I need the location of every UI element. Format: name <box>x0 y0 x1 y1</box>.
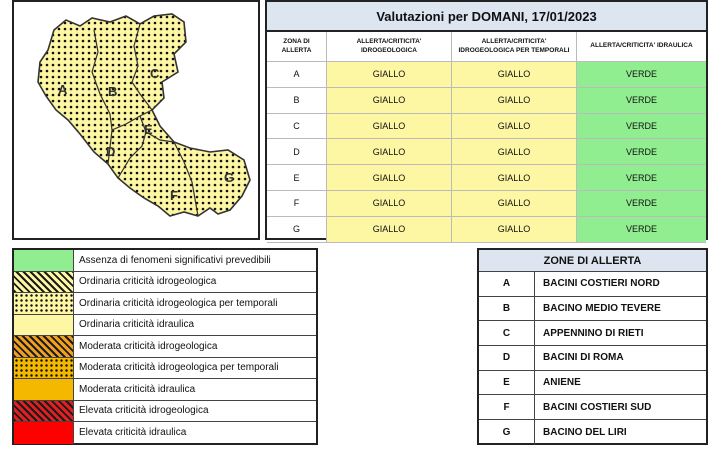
valutazioni-title: Valutazioni per DOMANI, 17/01/2023 <box>267 2 706 32</box>
table-row <box>479 346 706 371</box>
legend-item <box>14 422 316 444</box>
valutazioni-table <box>265 0 708 240</box>
legend-item <box>14 358 316 380</box>
table-row <box>479 272 706 297</box>
legend-swatch-yellow-hatch <box>14 272 74 293</box>
cell-idrogeologica: GIALLO <box>327 191 452 217</box>
table-row <box>479 420 706 445</box>
legend-item <box>14 315 316 337</box>
cell-idraulica: VERDE <box>577 62 706 88</box>
map-label-g: G <box>224 170 235 185</box>
legend-swatch-orange-hatch <box>14 336 74 357</box>
cell-temporali: GIALLO <box>452 139 577 165</box>
cell-temporali: GIALLO <box>452 114 577 140</box>
cell-idrogeologica: GIALLO <box>327 114 452 140</box>
cell-zona: C <box>267 114 327 140</box>
zone-name: APPENNINO DI RIETI <box>543 327 644 339</box>
legend-text: Assenza di fenomeni significativi prevedibili <box>79 254 271 266</box>
map-label-f: F <box>170 188 178 203</box>
legend-text: Ordinaria criticità idrogeologica per temporali <box>79 297 278 309</box>
legend-item <box>14 293 316 315</box>
legend-text: Ordinaria criticità idrogeologica <box>79 276 217 288</box>
map-svg <box>14 2 258 238</box>
header-zona: ZONA DI ALLERTA <box>267 32 327 62</box>
legend-item <box>14 401 316 423</box>
lazio-region-shape <box>38 14 250 216</box>
zone-letter: G <box>479 420 535 445</box>
cell-idraulica: VERDE <box>577 191 706 217</box>
table-row <box>479 321 706 346</box>
legend-item <box>14 272 316 294</box>
table-row <box>267 191 706 217</box>
valutazioni-header-row <box>267 32 706 62</box>
table-row <box>267 62 706 88</box>
cell-temporali: GIALLO <box>452 88 577 114</box>
cell-temporali: GIALLO <box>452 217 577 243</box>
cell-idrogeologica: GIALLO <box>327 88 452 114</box>
zone-name: BACINI DI ROMA <box>543 352 624 364</box>
zone-letter: A <box>479 272 535 296</box>
cell-idrogeologica: GIALLO <box>327 165 452 191</box>
legend-text: Elevata criticità idraulica <box>79 427 187 439</box>
table-row <box>267 114 706 140</box>
legend-item <box>14 250 316 272</box>
header-idrogeologica: ALLERTA/CRITICITA' IDROGEOLOGICA <box>327 32 452 62</box>
zone-name: BACINO MEDIO TEVERE <box>543 303 661 315</box>
table-row <box>479 297 706 322</box>
legend-text: Ordinaria criticità idraulica <box>79 319 195 331</box>
legend-swatch-orange-dots <box>14 358 74 379</box>
zone-letter: F <box>479 395 535 419</box>
map-label-e: E <box>144 122 153 137</box>
cell-idraulica: VERDE <box>577 165 706 191</box>
map-label-b: B <box>108 84 118 99</box>
cell-idrogeologica: GIALLO <box>327 62 452 88</box>
lazio-alert-map <box>12 0 260 240</box>
legend-swatch-red-hatch <box>14 401 74 422</box>
legend-swatch-orange <box>14 379 74 400</box>
legend-swatch-green <box>14 250 74 271</box>
zone-table <box>477 248 708 445</box>
cell-zona: D <box>267 139 327 165</box>
cell-idrogeologica: GIALLO <box>327 139 452 165</box>
zone-name: ANIENE <box>543 377 581 389</box>
header-temporali: ALLERTA/CRITICITA' IDROGEOLOGICA PER TEMPORALI <box>452 32 577 62</box>
zone-letter: C <box>479 321 535 345</box>
legend-text: Moderata criticità idrogeologica <box>79 340 218 352</box>
map-label-c: C <box>150 66 160 81</box>
legend-text: Elevata criticità idrogeologica <box>79 405 209 417</box>
cell-zona: F <box>267 191 327 217</box>
cell-idraulica: VERDE <box>577 217 706 243</box>
cell-zona: A <box>267 62 327 88</box>
cell-temporali: GIALLO <box>452 191 577 217</box>
cell-zona: B <box>267 88 327 114</box>
cell-idrogeologica: GIALLO <box>327 217 452 243</box>
zone-name: BACINO DEL LIRI <box>543 426 627 438</box>
header-idraulica: ALLERTA/CRITICITA' IDRAULICA <box>577 32 706 62</box>
legend-text: Moderata criticità idraulica <box>79 383 196 395</box>
cell-zona: E <box>267 165 327 191</box>
cell-temporali: GIALLO <box>452 62 577 88</box>
zone-letter: B <box>479 297 535 321</box>
table-row <box>267 165 706 191</box>
cell-idraulica: VERDE <box>577 88 706 114</box>
map-label-a: A <box>58 82 68 97</box>
zone-name: BACINI COSTIERI SUD <box>543 401 652 413</box>
zone-letter: E <box>479 371 535 395</box>
legend-swatch-yellow-dots <box>14 293 74 314</box>
cell-zona: G <box>267 217 327 243</box>
table-row <box>479 371 706 396</box>
map-label-d: D <box>106 144 116 159</box>
cell-idraulica: VERDE <box>577 114 706 140</box>
cell-temporali: GIALLO <box>452 165 577 191</box>
zone-name: BACINI COSTIERI NORD <box>543 278 660 290</box>
valutazioni-grid <box>267 32 706 243</box>
table-row <box>479 395 706 420</box>
legend-item <box>14 336 316 358</box>
cell-idraulica: VERDE <box>577 139 706 165</box>
zone-title: ZONE DI ALLERTA <box>479 250 706 272</box>
table-row <box>267 139 706 165</box>
legend-text: Moderata criticità idrogeologica per temporali <box>79 362 279 374</box>
legend-item <box>14 379 316 401</box>
table-row <box>267 88 706 114</box>
zone-letter: D <box>479 346 535 370</box>
table-row <box>267 217 706 243</box>
legend <box>12 248 318 445</box>
valutazioni-body <box>267 62 706 243</box>
legend-swatch-yellow <box>14 315 74 336</box>
legend-swatch-red <box>14 422 74 444</box>
